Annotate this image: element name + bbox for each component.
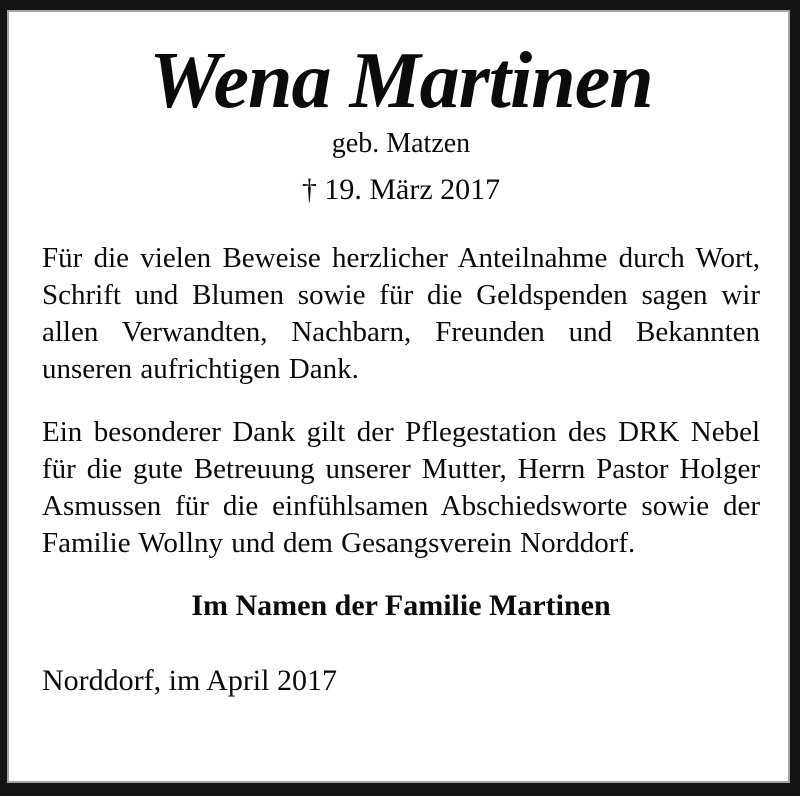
death-date: † 19. März 2017 xyxy=(301,173,501,207)
special-thanks-paragraph: Ein besonderer Dank gilt der Pflegestation des DRK Nebel für die gute Betreuung unserer Mutter, Herrn Pastor Holger Asmussen für die einfühlsamen Abschiedsworte sowie der Familie Wollny und dem Gesangsverein Norddorf. xyxy=(42,416,760,560)
deceased-name: Wena Martinen xyxy=(149,37,653,125)
closing-line: Im Namen der Familie Martinen xyxy=(191,589,611,623)
maiden-name: geb. Matzen xyxy=(331,128,471,160)
thanks-paragraph: Für die vielen Beweise herzlicher Anteilnahme durch Wort, Schrift und Blumen sowie für die Geldspenden sagen wir allen Verwandten, Nachbarn, Freunden und Bekannten unseren aufrichtigen Dank. xyxy=(42,242,760,386)
place-date-line: Norddorf, im April 2017 xyxy=(42,664,337,698)
